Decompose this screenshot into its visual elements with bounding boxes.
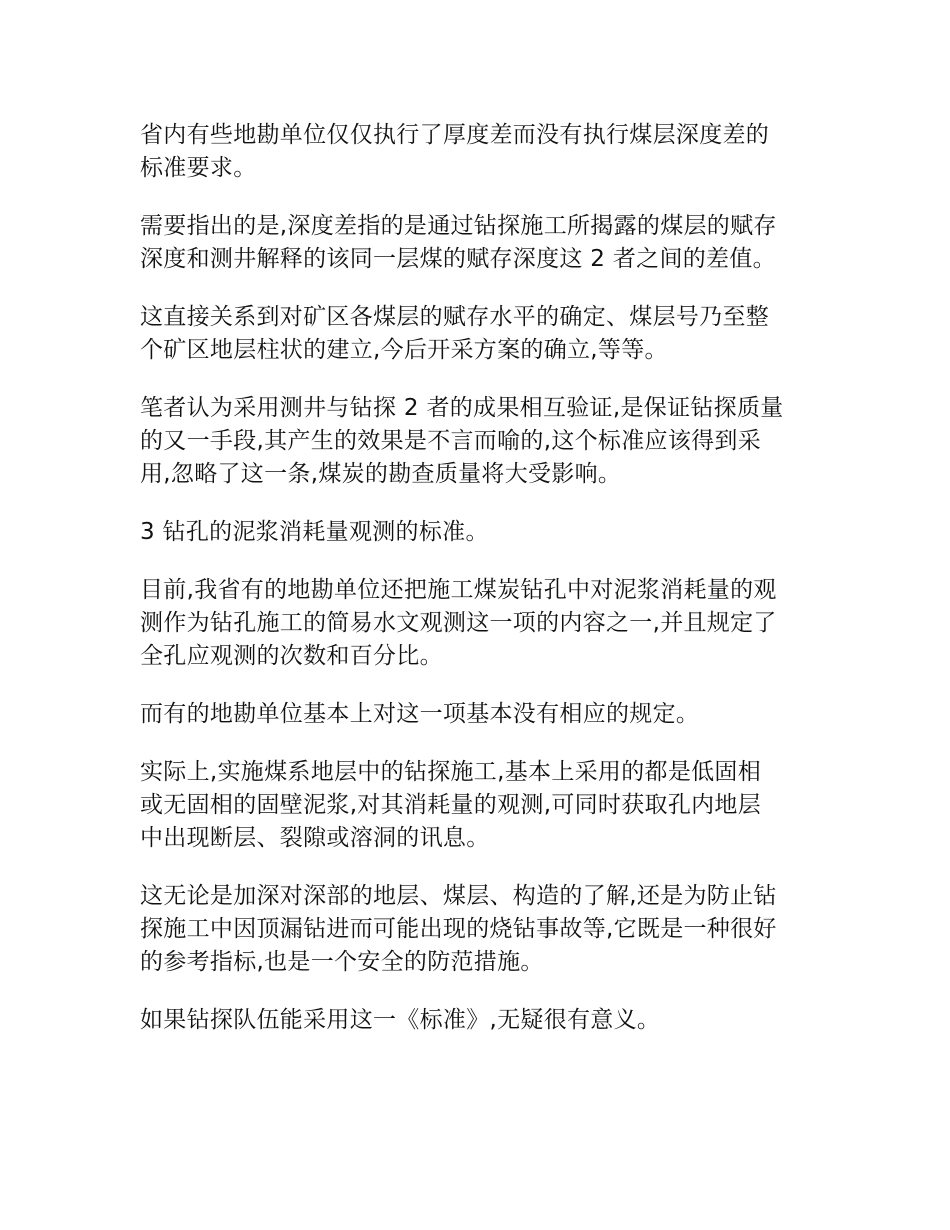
text-line: 需要指出的是,深度差指的是通过钻探施工所揭露的煤层的赋存 (140, 213, 777, 239)
text-line: 3 钻孔的泥浆消耗量观测的标准。 (140, 519, 489, 545)
paragraph-1 (140, 119, 812, 185)
paragraph-4 (140, 392, 812, 491)
paragraph-10 (140, 1004, 812, 1037)
paragraph-3 (140, 301, 812, 367)
text-line: 的又一手段,其产生的效果是不言而喻的,这个标准应该得到采 (140, 428, 762, 454)
text-line: 实际上,实施煤系地层中的钻探施工,基本上采用的都是低固相 (140, 759, 762, 785)
text-line: 或无固相的固壁泥浆,对其消耗量的观测,可同时获取孔内地层 (140, 792, 762, 818)
text-line: 全孔应观测的次数和百分比。 (140, 643, 443, 669)
text-line: 探施工中因顶漏钻进而可能出现的烧钻事故等,它既是一种很好 (140, 916, 777, 942)
text-line: 深度和测井解释的该同一层煤的赋存深度这 2 者之间的差值。 (140, 246, 776, 272)
paragraph-2 (140, 210, 812, 276)
text-line: 而有的地勘单位基本上对这一项基本没有相应的规定。 (140, 701, 700, 727)
text-line: 笔者认为采用测井与钻探 2 者的成果相互验证,是保证钻探质量 (140, 395, 784, 421)
text-line: 这无论是加深对深部的地层、煤层、构造的了解,还是为防止钻 (140, 883, 777, 909)
paragraph-8 (140, 756, 812, 855)
text-line: 用,忽略了这一条,煤炭的勘查质量将大受影响。 (140, 461, 622, 487)
text-line: 个矿区地层柱状的建立,今后开采方案的确立,等等。 (140, 337, 668, 363)
text-line: 中出现断层、裂隙或溶洞的讯息。 (140, 825, 490, 851)
text-line: 标准要求。 (140, 155, 257, 181)
paragraph-9 (140, 880, 812, 979)
text-line: 省内有些地勘单位仅仅执行了厚度差而没有执行煤层深度差的 (140, 122, 770, 148)
text-line: 这直接关系到对矿区各煤层的赋存水平的确定、煤层号乃至整 (140, 304, 770, 330)
paragraph-7 (140, 698, 812, 731)
document-body (140, 119, 812, 1062)
text-line: 测作为钻孔施工的简易水文观测这一项的内容之一,并且规定了 (140, 610, 777, 636)
section-heading (140, 516, 812, 549)
text-line: 如果钻探队伍能采用这一《标准》,无疑很有意义。 (140, 1007, 661, 1033)
text-line: 目前,我省有的地勘单位还把施工煤炭钻孔中对泥浆消耗量的观 (140, 577, 777, 603)
text-line: 的参考指标,也是一个安全的防范措施。 (140, 949, 544, 975)
paragraph-6 (140, 574, 812, 673)
